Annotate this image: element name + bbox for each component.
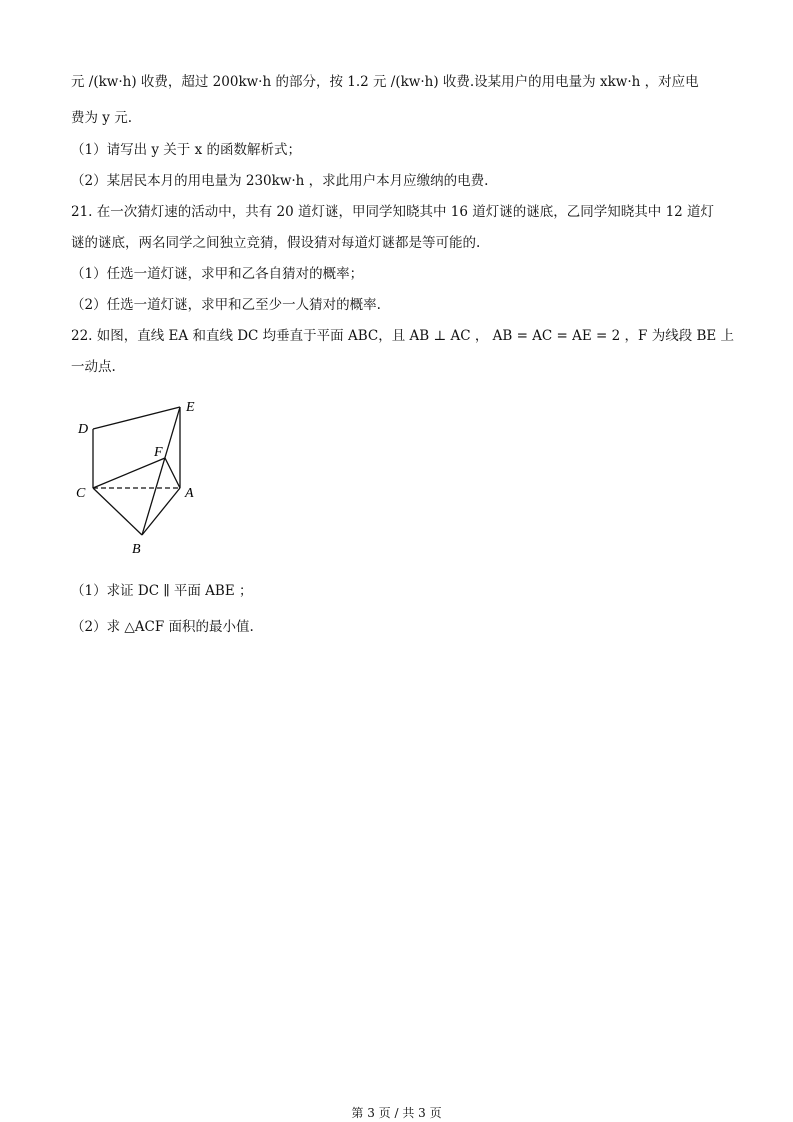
q22-stem-2: 一动点. (71, 359, 116, 375)
q21-stem-1: 21. 在一次猜灯速的活动中，共有 20 道灯谜，甲同学知晓其中 16 道灯谜的谜底，乙同学知晓其中 12 道灯 (71, 204, 715, 220)
q20-part2: （2）某居民本月的用电量为 230kw·h ，求此用户本月应缴纳的电费. (71, 173, 489, 189)
q21-part1: （1）任选一道灯谜，求甲和乙各自猜对的概率； (71, 266, 364, 282)
label-B: B (132, 542, 141, 557)
q21-part2: （2）任选一道灯谜，求甲和乙至少一人猜对的概率. (71, 297, 381, 313)
label-C: C (76, 486, 86, 501)
edge-EB (142, 407, 180, 535)
page-footer: 第 3 页 / 共 3 页 (351, 1106, 442, 1120)
label-F: F (154, 445, 163, 460)
q20-part1: （1）请写出 y 关于 x 的函数解析式； (71, 142, 301, 158)
edge-DE (93, 407, 180, 429)
line-2: 费为 y 元. (71, 110, 133, 126)
label-E: E (186, 400, 195, 415)
edge-AB (142, 488, 180, 535)
edge-CB (93, 488, 142, 535)
label-A: A (185, 486, 194, 501)
label-D: D (78, 422, 89, 437)
edge-FA (165, 458, 180, 488)
edge-CF (93, 458, 165, 488)
q22-part2: （2）求 △ACF 面积的最小值. (71, 619, 254, 635)
q21-stem-2: 谜的谜底，两名同学之间独立竞猜，假设猜对每道灯谜都是等可能的. (71, 235, 481, 251)
q22-part1: （1）求证 DC ∥ 平面 ABE ； (71, 583, 253, 599)
line-1: 元 /(kw·h) 收费，超过 200kw·h 的部分，按 1.2 元 /(kw·h) 收费.设某用户的用电量为 xkw·h ，对应电 (71, 74, 699, 90)
q22-stem-1: 22. 如图，直线 EA 和直线 DC 均垂直于平面 ABC，且 AB ⊥ AC ， AB = AC = AE = 2 ，F 为线段 BE 上 (71, 328, 735, 344)
